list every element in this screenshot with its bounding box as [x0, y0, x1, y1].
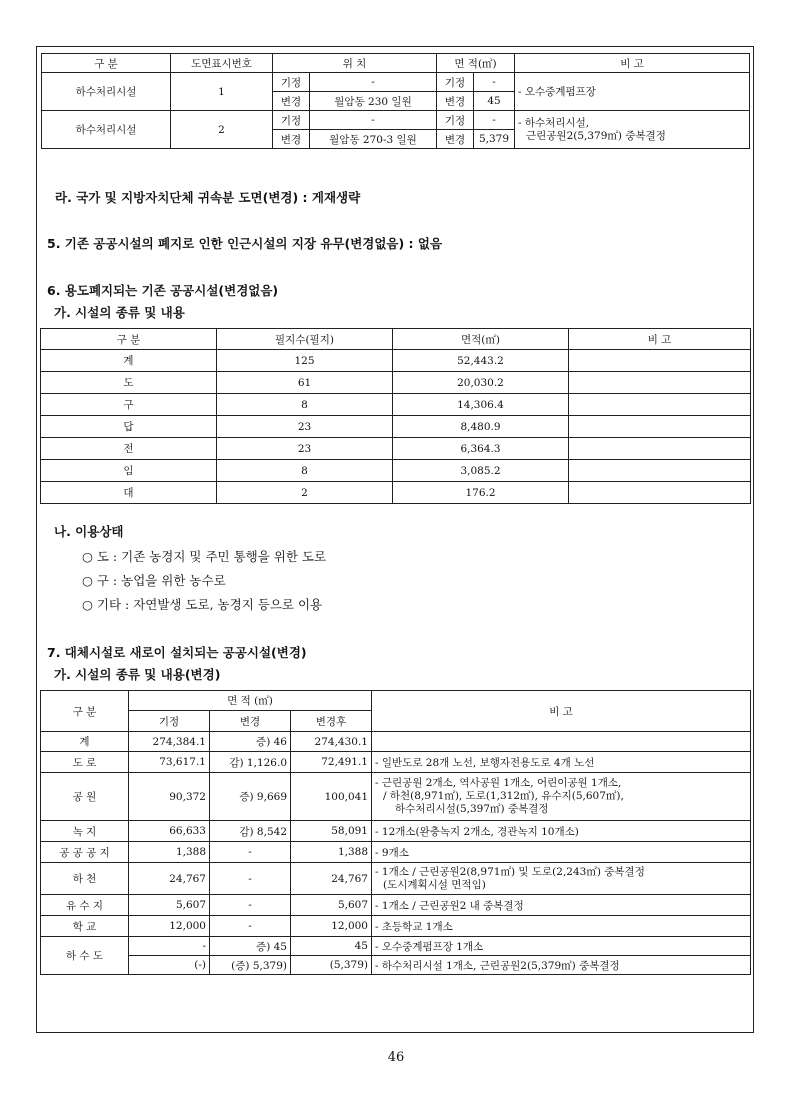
col-header: 도면표시번호 — [171, 54, 273, 73]
table-row: 계 274,384.1 증) 46 274,430.1 — [41, 732, 751, 752]
col-header: 필지수(필지) — [217, 329, 393, 350]
new-facility-table: 구 분 면 적 (㎡) 비 고 기정 변경 변경후 계 274,384.1 증) 46 274,430.1 도 로 73,617.1 감) 1,126.0 72,491.1 - 일반도로 28개 노선, 보행자전용도로 4개 노선 공 원 90,372 증) 9,669 100,041 - 근린공원 2개소, 역사공원 1개소, 어린이공원 1개소, / 하천(8,971㎡), 도로(1,312㎡), 유수지(5,607㎡), 하수처리시설(5,397㎡) 중복결정 녹 지 66,633 감) 8,542 58,091 - 12개소(완충녹지 2개소, 경관녹지 10개소) 공 공 공 지 1,388 - 1,388 - 9개소 하 천 24,767 - 24,767 - 1개소 / 근린공원2(8,971㎡) 및 도로(2,243㎡) 중복결정 (도시계획시설 면적임) 유 수 지 5,607 - 5,607 - 1개소 / 근린공원2 내 중복결정 학 교 12,000 - 12,000 - 초등학교 1개소 하 수 도 - 증) 45 45 - 오수중계펌프장 1개소 (-) (증) 5,379) (5,379) - 하수처리시설 1개소, 근린공원2(5,379㎡) 중복결정 — [40, 690, 751, 975]
col-header: 면 적(㎡) — [437, 54, 515, 73]
table-row: 답 23 8,480.9 — [41, 416, 751, 438]
table-row: 계 125 52,443.2 — [41, 350, 751, 372]
col-header: 비 고 — [515, 54, 750, 73]
table-row: 대 2 176.2 — [41, 482, 751, 504]
heading-6: 6. 용도폐지되는 기존 공공시설(변경없음) — [47, 283, 279, 298]
table-row: 임 8 3,085.2 — [41, 460, 751, 482]
col-header: 비 고 — [569, 329, 751, 350]
col-header: 구 분 — [41, 691, 129, 732]
table-row: 공 원 90,372 증) 9,669 100,041 - 근린공원 2개소, 역사공원 1개소, 어린이공원 1개소, / 하천(8,971㎡), 도로(1,312㎡), 유수지(5,607㎡), 하수처리시설(5,397㎡) 중복결정 — [41, 773, 751, 821]
heading-6-ga: 가. 시설의 종류 및 내용 — [54, 305, 185, 320]
abolished-facility-table — [40, 328, 751, 504]
col-header: 위 치 — [273, 54, 437, 73]
table-row: 하 천 24,767 - 24,767 - 1개소 / 근린공원2(8,971㎡) 및 도로(2,243㎡) 중복결정 (도시계획시설 면적임) — [41, 863, 751, 895]
col-header: 비 고 — [372, 691, 751, 732]
table-row: 하수처리시설 2 기정 - 기정 - - 하수처리시설, 근린공원2(5,379㎡) 중복결정 — [42, 111, 750, 130]
table-row: 하 수 도 - 증) 45 45 - 오수중계펌프장 1개소 — [41, 937, 751, 956]
heading-7: 7. 대체시설로 새로이 설치되는 공공시설(변경) — [47, 645, 307, 660]
col-header: 구 분 — [42, 54, 171, 73]
heading-5: 5. 기존 공공시설의 폐지로 인한 인근시설의 지장 유무(변경없음) : 없음 — [47, 236, 443, 251]
table-row: 녹 지 66,633 감) 8,542 58,091 - 12개소(완충녹지 2개소, 경관녹지 10개소) — [41, 821, 751, 842]
heading-7-ga: 가. 시설의 종류 및 내용(변경) — [54, 667, 221, 682]
table-row: 전 23 6,364.3 — [41, 438, 751, 460]
table-row: 유 수 지 5,607 - 5,607 - 1개소 / 근린공원2 내 중복결정 — [41, 895, 751, 916]
bullet-item: ○ 도 : 기존 농경지 및 주민 통행을 위한 도로 — [82, 549, 327, 564]
table-row: 공 공 공 지 1,388 - 1,388 - 9개소 — [41, 842, 751, 863]
col-header: 구 분 — [41, 329, 217, 350]
heading-6-na: 나. 이용상태 — [54, 524, 124, 539]
table-row: 하수처리시설 1 기정 - 기정 - - 오수중계펌프장 — [42, 73, 750, 92]
table-row: 도 로 73,617.1 감) 1,126.0 72,491.1 - 일반도로 28개 노선, 보행자전용도로 4개 노선 — [41, 752, 751, 773]
col-header: 면 적 (㎡) — [129, 691, 372, 711]
bullet-item: ○ 구 : 농업을 위한 농수로 — [82, 573, 226, 588]
page-number: 46 — [387, 1050, 405, 1065]
bullet-item: ○ 기타 : 자연발생 도로, 농경지 등으로 이용 — [82, 597, 323, 612]
heading-ra: 라. 국가 및 지방자치단체 귀속분 도면(변경) : 게재생략 — [55, 190, 361, 205]
col-header: 면적(㎡) — [393, 329, 569, 350]
table-row: 학 교 12,000 - 12,000 - 초등학교 1개소 — [41, 916, 751, 937]
table-row: 도 61 20,030.2 — [41, 372, 751, 394]
table-row: 구 8 14,306.4 — [41, 394, 751, 416]
sewage-facility-table: 구 분 도면표시번호 위 치 면 적(㎡) 비 고 하수처리시설 1 기정 - 기정 - - 오수중계펌프장 변경 월암동 230 일원 변경 45 하수처리시설 2 기정 - 기정 - - 하수처리시설, 근린공원2(5,379㎡) 중복결정 변경 월암동 270-3 일원 변경 5,379 — [41, 53, 750, 149]
